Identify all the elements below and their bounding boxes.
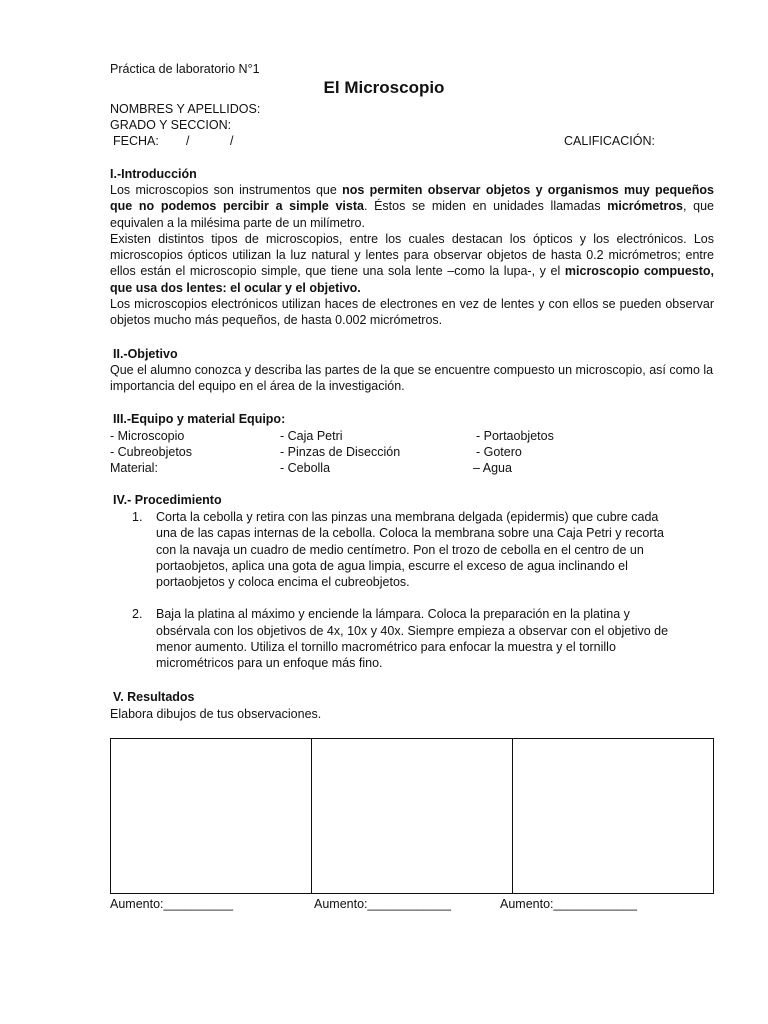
equipment-item: - Portaobjetos bbox=[476, 429, 554, 443]
procedure-list bbox=[110, 509, 674, 672]
drawing-box[interactable] bbox=[312, 739, 513, 893]
equipment-item: - Microscopio bbox=[110, 429, 185, 443]
grade-section-label: GRADO Y SECCION: bbox=[110, 118, 232, 132]
step-text: Baja la platina al máximo y enciende la lámpara. Coloca la preparación en la platina y obsérvala con los objetivos de 4x, 10x y 40x. Siempre empieza a observar con el objetivo de menor aumento. Utiliza el tornillo macrométrico para enfocar la muestra y el tornillo micrométricos para un enfoque más fino. bbox=[156, 607, 669, 671]
equipment-item: - Pinzas de Disección bbox=[280, 445, 401, 459]
intro-bold-text: micrómetros bbox=[607, 199, 683, 214]
magnification-label: Aumento:____________ bbox=[314, 897, 451, 911]
intro-paragraph-2 bbox=[110, 231, 714, 296]
intro-paragraph-1 bbox=[110, 182, 714, 231]
page-title: El Microscopio bbox=[323, 78, 445, 97]
date-separator: / bbox=[230, 134, 234, 148]
equipment-item: - Gotero bbox=[476, 445, 522, 459]
drawing-grid bbox=[110, 738, 714, 894]
names-label: NOMBRES Y APELLIDOS: bbox=[110, 102, 261, 116]
procedure-heading: IV.- Procedimiento bbox=[113, 493, 222, 507]
magnification-label: Aumento:__________ bbox=[110, 897, 234, 911]
results-instruction: Elabora dibujos de tus observaciones. bbox=[110, 707, 322, 721]
date-label: FECHA: bbox=[113, 134, 159, 148]
score-label: CALIFICACIÓN: bbox=[564, 134, 655, 148]
material-item: – Agua bbox=[473, 461, 512, 475]
intro-heading: I.-Introducción bbox=[110, 167, 197, 181]
equipment-item: - Caja Petri bbox=[280, 429, 343, 443]
intro-bold-text: nos permiten observar objetos y organismos muy pequeños que no podemos percibir a simple vista bbox=[110, 183, 714, 214]
intro-text: Existen distintos tipos de microscopios, entre los cuales destacan los ópticos y los electrónicos. Los microscopios ópticos utilizan la luz natural y lentes para observar objetos de hasta 0.2 micrómetros; entre ellos están el microscopio simple, que tiene una sola lente –como la lupa-, y el bbox=[110, 231, 714, 279]
practice-number: Práctica de laboratorio N°1 bbox=[110, 62, 260, 76]
results-heading: V. Resultados bbox=[113, 690, 195, 704]
intro-text: , que equivalen a la milésima parte de un milímetro. bbox=[110, 199, 714, 230]
magnification-label: Aumento:____________ bbox=[500, 897, 637, 911]
intro-text: . Éstos se miden en unidades llamadas bbox=[363, 199, 608, 214]
equipment-heading: III.-Equipo y material Equipo: bbox=[113, 412, 286, 426]
material-label: Material: bbox=[110, 461, 158, 475]
objective-text: Que el alumno conozca y describa las partes de la que se encuentre compuesto un microscopio, así como la importancia del equipo en el área de la investigación. bbox=[110, 363, 714, 394]
procedure-step bbox=[110, 509, 674, 590]
drawing-box[interactable] bbox=[513, 739, 713, 893]
step-number: 1. bbox=[132, 510, 143, 524]
intro-text: Los microscopios son instrumentos que bbox=[110, 183, 343, 197]
procedure-step bbox=[110, 606, 674, 671]
equipment-item: - Cubreobjetos bbox=[110, 445, 192, 459]
material-item: - Cebolla bbox=[280, 461, 331, 475]
date-separator: / bbox=[186, 134, 190, 148]
objective-heading: II.-Objetivo bbox=[113, 347, 178, 361]
drawing-box[interactable] bbox=[111, 739, 312, 893]
step-number: 2. bbox=[132, 607, 143, 622]
intro-section bbox=[110, 182, 714, 329]
intro-bold-text: microscopio compuesto, que usa dos lentes: el ocular y el objetivo. bbox=[110, 264, 714, 295]
step-text: Corta la cebolla y retira con las pinzas una membrana delgada (epidermis) que cubre cada una de las capas internas de la cebolla. Coloca la membrana sobre una Caja Petri y recorta con la navaja un cuadro de medio centímetro. Pon el trozo de cebolla en el centro de un portaobjetos, aplica una gota de agua limpia, escurre el exceso de agua inclinando el portaobjetos y coloca encima el cubreobjetos. bbox=[156, 510, 664, 590]
intro-paragraph-3: Los microscopios electrónicos utilizan haces de electrones en vez de lentes y con ellos se pueden observar objetos mucho más pequeños, de hasta 0.002 micrómetros. bbox=[110, 297, 714, 328]
